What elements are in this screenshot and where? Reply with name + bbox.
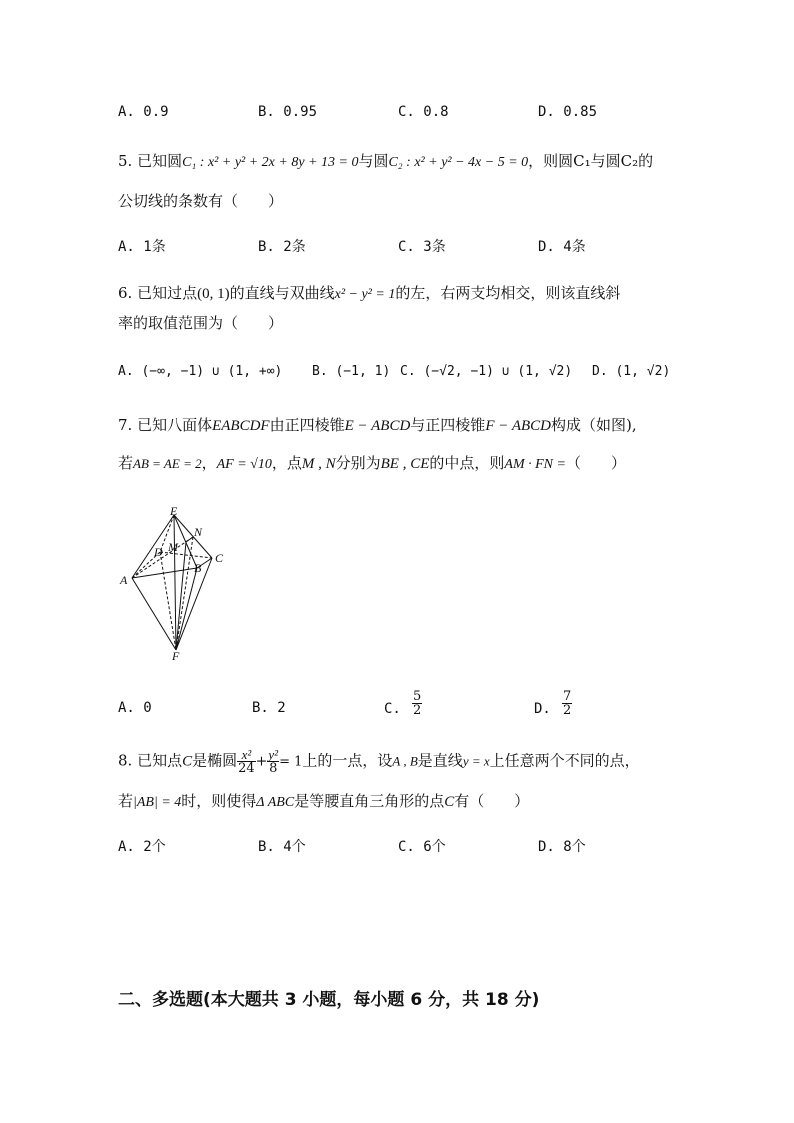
- q6-prefix: 6. 已知过点: [118, 284, 198, 302]
- q4-option-d: D. 0.85: [538, 104, 598, 120]
- q5-line2: 公切线的条数有（ ）: [118, 192, 284, 210]
- q6-option-b: B. (−1, 1): [312, 364, 391, 379]
- q8-fraction-x: [237, 748, 256, 775]
- q8-prefix: 8. 已知点: [118, 751, 183, 770]
- q7-comma: ，: [201, 454, 217, 472]
- q7-ruo: 若: [118, 454, 134, 472]
- q8-ruo: 若: [118, 792, 134, 810]
- figure-label-a: A: [120, 573, 128, 587]
- q7-solid: EABCDF: [212, 418, 270, 434]
- q8-plus: +: [255, 753, 268, 770]
- q6-hyperbola: x² − y² = 1: [334, 287, 396, 302]
- q7-dot-product: AM · FN =: [504, 457, 566, 472]
- q8-text-c: 上的一点，设: [302, 751, 393, 770]
- q8-x-den: 24: [238, 761, 255, 776]
- q6-option-d: D. (1, √2): [592, 364, 671, 379]
- q8-text-d: 是直线: [417, 751, 463, 770]
- q8-triangle: Δ ABC: [256, 795, 295, 810]
- q7-option-d: [534, 690, 572, 717]
- q5-prefix: 5. 已知圆: [118, 152, 183, 170]
- q6-text-c: 的左，右两支均相交，则该直线斜: [395, 284, 621, 302]
- figure-label-d: D: [154, 545, 163, 559]
- q6-option-a: A. (−∞, −1) ∪ (1, +∞): [118, 364, 283, 379]
- q8-point-c2: C: [444, 794, 455, 810]
- figure-label-c: C: [215, 551, 224, 565]
- q7-option-c-label: C.: [384, 701, 401, 717]
- q7-text-c2: ，点: [271, 454, 302, 472]
- q7-octahedron-figure: [112, 500, 242, 670]
- q8-text-b2: 时，则使得: [181, 792, 257, 810]
- q7-option-c-den: 2: [412, 703, 422, 718]
- q7-pyramid1: E − ABCD: [344, 418, 411, 434]
- q7-pyramid2: F − ABCD: [485, 418, 551, 434]
- q7-option-c-num: 5: [412, 689, 422, 704]
- q7-option-d-label: D.: [534, 701, 551, 717]
- q7-option-a: A. 0: [118, 700, 152, 716]
- q7-eq1: AB = AE = 2: [133, 456, 202, 471]
- q8-option-b: B. 4个: [258, 839, 306, 855]
- q4-option-c: C. 0.8: [398, 104, 449, 120]
- q5-line1: [118, 150, 653, 171]
- q8-y-num: y²: [268, 747, 279, 762]
- q8-option-d: D. 8个: [538, 839, 586, 855]
- q7-option-d-fraction: [562, 690, 572, 717]
- section-title-multiple-choice: 二、多选题(本大题共 3 小题，每小题 6 分，共 18 分): [118, 990, 540, 1010]
- q5-option-b: B. 2条: [258, 239, 306, 255]
- q8-fraction-y: [267, 748, 279, 775]
- q8-abs: |AB| = 4: [133, 795, 182, 810]
- q7-mn: M , N: [301, 456, 336, 472]
- q7-text-d2: 分别为: [335, 454, 381, 472]
- q7-line2: [118, 452, 626, 473]
- q8-y-den: 8: [269, 761, 278, 776]
- q7-segments: BE , CE: [380, 456, 430, 472]
- q8-option-c: C. 6个: [398, 839, 446, 855]
- q6-line1: [118, 282, 620, 303]
- q7-text-d: 构成（如图),: [551, 416, 637, 434]
- q7-option-c: [384, 690, 422, 717]
- figure-label-n: N: [194, 525, 203, 539]
- figure-label-e: E: [170, 504, 178, 518]
- q7-text-e2: 的中点，则: [429, 454, 505, 472]
- q8-text-b: 是椭圆: [192, 751, 238, 770]
- q8-text-e: 上任意两个不同的点，: [489, 751, 640, 770]
- q8-text-d2: 有（ ）: [454, 792, 530, 810]
- q5-option-c: C. 3条: [398, 239, 446, 255]
- q7-line1: [118, 414, 637, 435]
- q7-option-d-den: 2: [562, 703, 572, 718]
- q7-option-c-fraction: [412, 690, 422, 717]
- figure-label-f: F: [172, 649, 180, 663]
- q4-option-b: B. 0.95: [258, 104, 318, 120]
- figure-label-b: B: [194, 561, 202, 575]
- q8-point-c: C: [182, 753, 193, 770]
- q5-circle1-equation: C₁ : x² + y² + 2x + 8y + 13 = 0: [182, 155, 359, 170]
- q5-tail: ，则圆C₁与圆C₂的: [528, 152, 654, 170]
- q8-ab: A , B: [392, 753, 418, 769]
- q8-equals-one: = 1: [279, 754, 303, 770]
- q6-text-b: 的直线与双曲线: [229, 284, 335, 302]
- q7-text-c: 与正四棱锥: [410, 416, 486, 434]
- q4-option-a: A. 0.9: [118, 104, 169, 120]
- q8-option-a: A. 2个: [118, 839, 166, 855]
- q5-option-d: D. 4条: [538, 239, 586, 255]
- q7-prefix: 7. 已知八面体: [118, 416, 213, 434]
- q8-line1: [118, 748, 640, 775]
- q7-eq2: AF = √10: [216, 457, 272, 472]
- q5-option-a: A. 1条: [118, 239, 166, 255]
- q7-option-b: B. 2: [252, 700, 286, 716]
- q5-circle2-equation: C₂ : x² + y² − 4x − 5 = 0: [388, 155, 529, 170]
- q8-x-num: x²: [237, 748, 256, 762]
- q6-line2: 率的取值范围为（ ）: [118, 314, 284, 332]
- q8-line-eq: y = x: [462, 753, 490, 769]
- q8-text-c2: 是等腰直角三角形的点: [294, 792, 445, 810]
- q7-option-d-num: 7: [562, 689, 572, 704]
- q6-point: (0, 1): [197, 286, 230, 302]
- q8-line2: [118, 790, 529, 811]
- q7-paren: （ ）: [565, 454, 626, 472]
- q5-mid: 与圆: [358, 152, 389, 170]
- q7-text-b: 由正四棱锥: [269, 416, 345, 434]
- q6-option-c: C. (−√2, −1) ∪ (1, √2): [400, 364, 573, 379]
- figure-label-m: M: [168, 540, 178, 554]
